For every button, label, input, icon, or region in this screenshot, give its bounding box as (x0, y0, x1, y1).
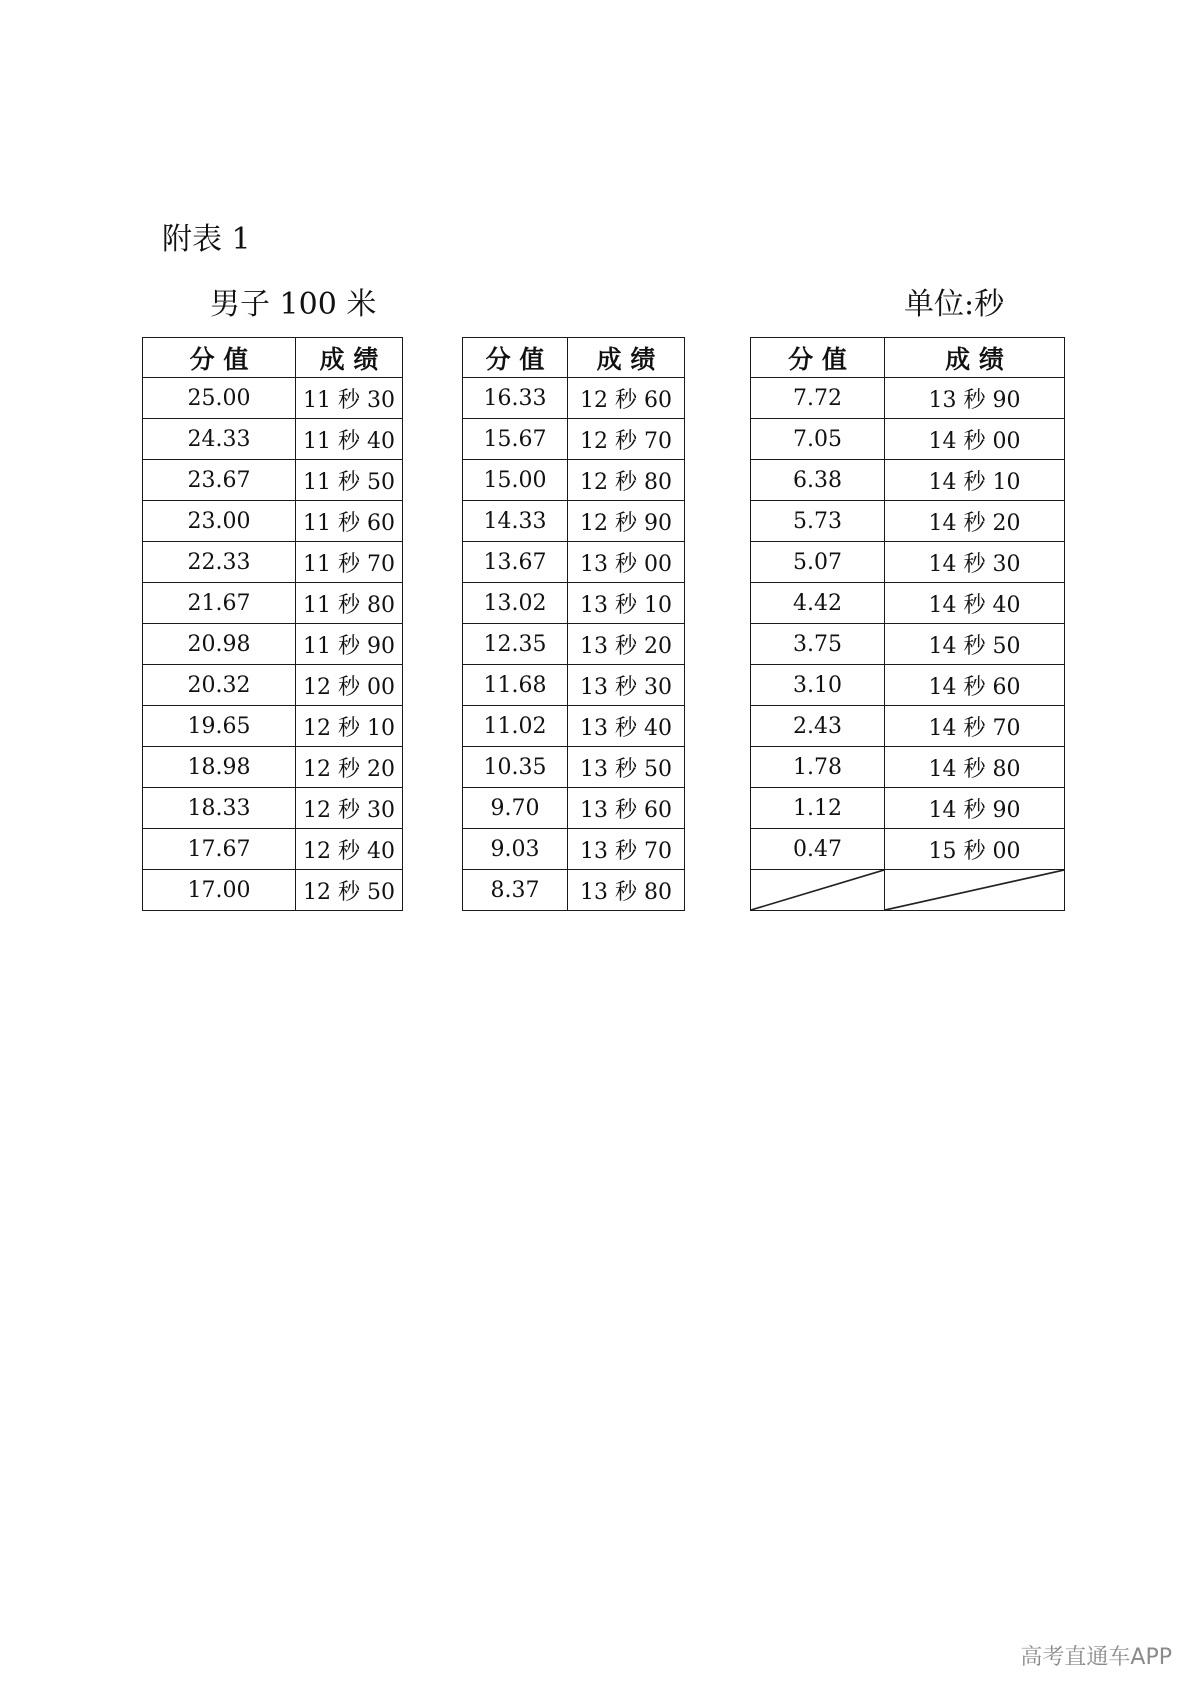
block-divider-cell (403, 870, 463, 911)
header-row (143, 338, 1065, 378)
score-cell: 22.33 (143, 542, 296, 583)
block-divider-1 (403, 338, 463, 378)
unit-label: 单位:秒 (904, 287, 1005, 322)
block-divider-cell (685, 624, 751, 665)
score-cell: 11.02 (463, 706, 568, 747)
result-header-3: 成 绩 (885, 338, 1065, 378)
result-cell: 11 秒 90 (296, 624, 403, 665)
score-cell: 7.72 (751, 378, 885, 419)
block-divider-cell (685, 460, 751, 501)
table-row (143, 665, 1065, 706)
score-cell: 0.47 (751, 829, 885, 870)
table-row (143, 583, 1065, 624)
result-cell: 13 秒 50 (568, 747, 685, 788)
block-divider-cell (403, 378, 463, 419)
score-cell: 10.35 (463, 747, 568, 788)
score-cell: 21.67 (143, 583, 296, 624)
result-cell: 12 秒 10 (296, 706, 403, 747)
score-cell: 3.75 (751, 624, 885, 665)
block-divider-cell (685, 747, 751, 788)
table-row (143, 378, 1065, 419)
score-cell: 20.98 (143, 624, 296, 665)
result-cell: 11 秒 50 (296, 460, 403, 501)
result-cell: 11 秒 30 (296, 378, 403, 419)
score-cell: 25.00 (143, 378, 296, 419)
result-cell: 14 秒 10 (885, 460, 1065, 501)
result-cell: 14 秒 60 (885, 665, 1065, 706)
table-row (143, 829, 1065, 870)
result-cell: 13 秒 70 (568, 829, 685, 870)
result-cell: 11 秒 40 (296, 419, 403, 460)
score-cell: 15.00 (463, 460, 568, 501)
result-cell: 14 秒 90 (885, 788, 1065, 829)
score-cell: 18.33 (143, 788, 296, 829)
result-cell: 12 秒 30 (296, 788, 403, 829)
table-row (143, 747, 1065, 788)
block-divider-cell (403, 501, 463, 542)
result-cell: 13 秒 20 (568, 624, 685, 665)
result-cell: 15 秒 00 (885, 829, 1065, 870)
score-cell: 7.05 (751, 419, 885, 460)
result-cell: 13 秒 80 (568, 870, 685, 911)
score-cell: 15.67 (463, 419, 568, 460)
score-cell: 17.00 (143, 870, 296, 911)
result-cell: 13 秒 40 (568, 706, 685, 747)
score-header-3: 分 值 (751, 338, 885, 378)
result-cell: 11 秒 60 (296, 501, 403, 542)
result-cell: 12 秒 60 (568, 378, 685, 419)
result-cell: 12 秒 40 (296, 829, 403, 870)
block-divider-cell (403, 542, 463, 583)
block-divider-cell (685, 665, 751, 706)
result-cell: 12 秒 20 (296, 747, 403, 788)
score-table (142, 337, 1065, 911)
score-cell: 6.38 (751, 460, 885, 501)
block-divider-cell (403, 460, 463, 501)
score-cell: 23.67 (143, 460, 296, 501)
score-cell: 4.42 (751, 583, 885, 624)
result-cell: 12 秒 50 (296, 870, 403, 911)
result-cell: 13 秒 10 (568, 583, 685, 624)
result-cell: 11 秒 70 (296, 542, 403, 583)
block-divider-cell (685, 870, 751, 911)
block-divider-cell (403, 583, 463, 624)
result-cell: 12 秒 90 (568, 501, 685, 542)
block-divider-cell (403, 788, 463, 829)
result-cell: 14 秒 20 (885, 501, 1065, 542)
score-cell: 9.03 (463, 829, 568, 870)
block-divider-cell (685, 419, 751, 460)
score-cell: 14.33 (463, 501, 568, 542)
watermark: 高考直通车APP (1020, 1645, 1172, 1670)
slash-mark (885, 870, 1064, 910)
score-cell: 13.67 (463, 542, 568, 583)
score-cell: 1.78 (751, 747, 885, 788)
block-divider-cell (685, 501, 751, 542)
table-row (143, 501, 1065, 542)
score-cell: 8.37 (463, 870, 568, 911)
score-cell: 18.98 (143, 747, 296, 788)
block-divider-cell (403, 624, 463, 665)
score-cell: 11.68 (463, 665, 568, 706)
table-row (143, 788, 1065, 829)
score-cell: 12.35 (463, 624, 568, 665)
score-cell: 5.73 (751, 501, 885, 542)
block-divider-cell (403, 706, 463, 747)
appendix-heading: 附表 1 (162, 222, 251, 257)
block-divider-cell (403, 829, 463, 870)
result-cell: 14 秒 70 (885, 706, 1065, 747)
score-cell: 16.33 (463, 378, 568, 419)
table-row (143, 419, 1065, 460)
score-cell: 17.67 (143, 829, 296, 870)
score-cell: 5.07 (751, 542, 885, 583)
result-cell: 13 秒 00 (568, 542, 685, 583)
score-cell: 3.10 (751, 665, 885, 706)
table-row (143, 870, 1065, 911)
block-divider-cell (685, 706, 751, 747)
result-cell: 14 秒 40 (885, 583, 1065, 624)
score-cell: 1.12 (751, 788, 885, 829)
score-cell: 23.00 (143, 501, 296, 542)
result-cell: 14 秒 80 (885, 747, 1065, 788)
result-cell: 14 秒 50 (885, 624, 1065, 665)
block-divider-cell (403, 747, 463, 788)
score-cell: 19.65 (143, 706, 296, 747)
table-row (143, 460, 1065, 501)
result-cell: 13 秒 90 (885, 378, 1065, 419)
block-divider-cell (403, 665, 463, 706)
result-header-2: 成 绩 (568, 338, 685, 378)
score-table-body (143, 378, 1065, 911)
table-row (143, 706, 1065, 747)
result-cell: 11 秒 80 (296, 583, 403, 624)
score-cell: 20.32 (143, 665, 296, 706)
score-cell: 9.70 (463, 788, 568, 829)
block-divider-cell (685, 583, 751, 624)
score-cell: 24.33 (143, 419, 296, 460)
block-divider-cell (403, 419, 463, 460)
result-cell: 13 秒 60 (568, 788, 685, 829)
score-cell: 2.43 (751, 706, 885, 747)
result-cell: 13 秒 30 (568, 665, 685, 706)
result-cell: 14 秒 00 (885, 419, 1065, 460)
block-divider-cell (685, 788, 751, 829)
result-cell: 12 秒 00 (296, 665, 403, 706)
block-divider-cell (685, 378, 751, 419)
empty-score-cell (751, 870, 885, 911)
slash-mark (751, 870, 884, 910)
block-divider-2 (685, 338, 751, 378)
event-title: 男子 100 米 (210, 287, 377, 322)
score-cell: 13.02 (463, 583, 568, 624)
result-header-1: 成 绩 (296, 338, 403, 378)
result-cell: 14 秒 30 (885, 542, 1065, 583)
empty-result-cell (885, 870, 1065, 911)
block-divider-cell (685, 542, 751, 583)
table-row (143, 624, 1065, 665)
result-cell: 12 秒 80 (568, 460, 685, 501)
score-header-2: 分 值 (463, 338, 568, 378)
result-cell: 12 秒 70 (568, 419, 685, 460)
table-row (143, 542, 1065, 583)
score-header-1: 分 值 (143, 338, 296, 378)
block-divider-cell (685, 829, 751, 870)
